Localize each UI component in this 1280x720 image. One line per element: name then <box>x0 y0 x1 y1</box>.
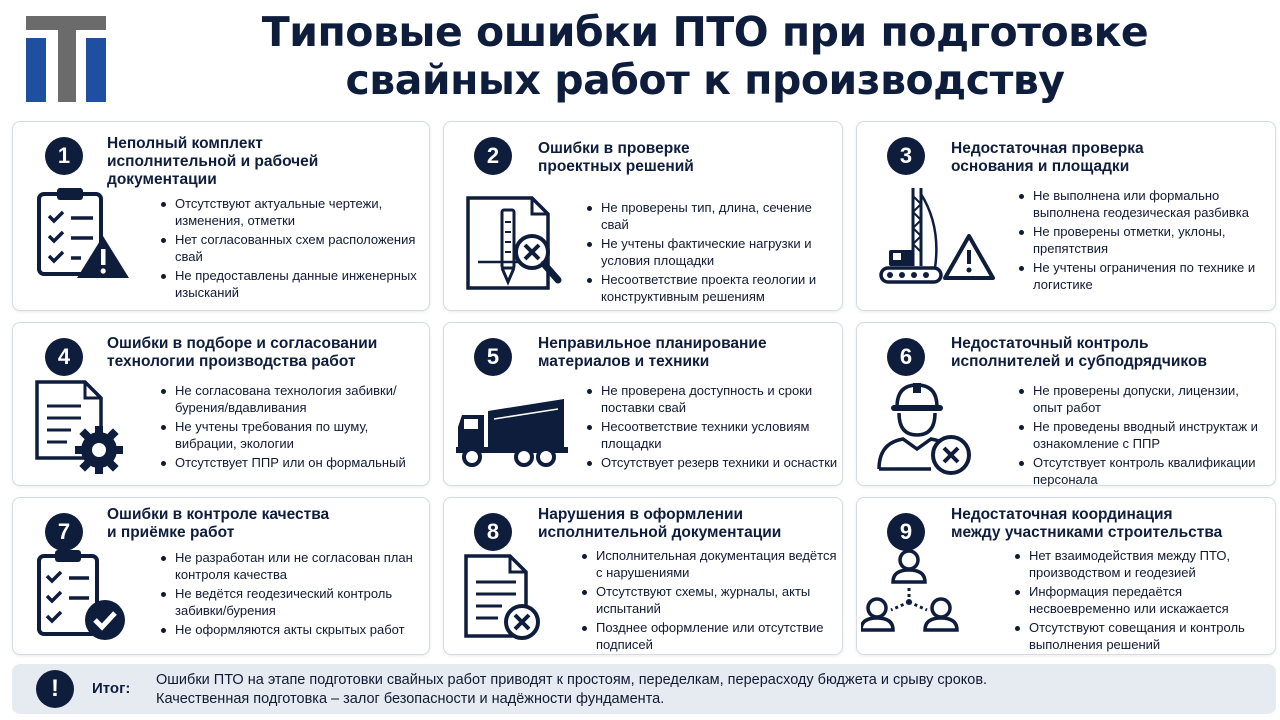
summary-banner <box>12 664 1276 714</box>
clipboard-warning-icon <box>31 186 131 286</box>
exclamation-icon: ! <box>36 670 74 708</box>
bullet-item: Несоответствие проекта геологии и конструктивным решениям <box>585 272 840 305</box>
card-number: 9 <box>887 513 925 551</box>
card-8 <box>443 497 843 655</box>
company-logo <box>26 16 106 102</box>
card-1 <box>12 121 430 311</box>
bullet-item: Не проверена доступность и сроки поставки свай <box>585 383 840 416</box>
card-4 <box>12 322 430 486</box>
pile-driver-warning-icon <box>875 186 995 286</box>
bullet-item: Нет взаимодействия между ПТО, производством и геодезией <box>1013 548 1273 581</box>
card-title: Неполный комплект исполнительной и рабочей документации <box>107 135 319 188</box>
bullet-item: Не учтены фактические нагрузки и условия площадки <box>585 236 840 269</box>
bullet-item: Несоответствие техники условиям площадки <box>585 419 840 452</box>
card-9 <box>856 497 1276 655</box>
bullet-item: Не проверены отметки, уклоны, препятствия <box>1017 224 1267 257</box>
bullet-item: Отсутствуют совещания и контроль выполнения решений <box>1013 620 1273 653</box>
bullet-item: Не проведены вводный инструктаж и ознакомление с ППР <box>1017 419 1272 452</box>
bullet-item: Не выполнена или формально выполнена геодезическая разбивка <box>1017 188 1267 221</box>
summary-text <box>156 671 1256 709</box>
bullet-item: Информация передаётся несвоевременно или искажается <box>1013 584 1273 617</box>
bullet-item: Не предоставлены данные инженерных изысканий <box>159 268 424 301</box>
drawing-magnifier-icon <box>462 192 562 292</box>
card-2 <box>443 121 843 311</box>
card-number: 2 <box>474 137 512 175</box>
bullet-item: Не согласована технология забивки/ бурения/вдавливания <box>159 383 424 416</box>
bullet-item: Отсутствует контроль квалификации персонала <box>1017 455 1272 488</box>
card-7 <box>12 497 430 655</box>
bullet-item: Не ведётся геодезический контроль забивки/бурения <box>159 586 424 619</box>
bullet-item: Отсутствует ППР или он формальный <box>159 455 424 472</box>
card-number: 5 <box>474 338 512 376</box>
bullet-item: Отсутствует резерв техники и оснастки <box>585 455 840 472</box>
bullet-item: Нет согласованных схем расположения свай <box>159 232 424 265</box>
card-3 <box>856 121 1276 311</box>
page-title-line1: Типовые ошибки ПТО при подготовке <box>261 8 1149 56</box>
page-title-line2: свайных работ к производству <box>345 56 1065 104</box>
people-network-icon <box>861 548 961 648</box>
card-title: Ошибки в проверке проектных решений <box>538 140 694 175</box>
card-number: 8 <box>474 513 512 551</box>
card-5 <box>443 322 843 486</box>
document-gear-icon <box>31 378 131 478</box>
card-title: Недостаточная координация между участниками строительства <box>951 506 1223 541</box>
card-number: 3 <box>887 137 925 175</box>
card-number: 1 <box>45 137 83 175</box>
card-title: Ошибки в подборе и согласовании технологии производства работ <box>107 335 378 370</box>
card-title: Недостаточная проверка основания и площадки <box>951 140 1144 175</box>
bullet-item: Не проверены допуски, лицензии, опыт работ <box>1017 383 1272 416</box>
summary-line2: Качественная подготовка – залог безопасности и надёжности фундамента. <box>156 691 665 707</box>
bullet-item: Не учтены ограничения по технике и логистике <box>1017 260 1267 293</box>
card-title: Недостаточный контроль исполнителей и субподрядчиков <box>951 335 1207 370</box>
clipboard-check-icon <box>31 548 131 648</box>
card-number: 4 <box>45 338 83 376</box>
worker-cross-icon <box>875 377 975 477</box>
card-number: 7 <box>45 513 83 551</box>
bullet-item: Не проверены тип, длина, сечение свай <box>585 200 840 233</box>
summary-line1: Ошибки ПТО на этапе подготовки свайных работ приводят к простоям, переделкам, перерасходу бюджета и срыву сроков. <box>156 672 988 688</box>
card-number: 6 <box>887 338 925 376</box>
card-title: Неправильное планирование материалов и техники <box>538 335 767 370</box>
bullet-item: Отсутствуют схемы, журналы, акты испытаний <box>580 584 840 617</box>
summary-label: Итог: <box>92 680 131 697</box>
page-title <box>160 8 1250 104</box>
bullet-item: Не разработан или не согласован план контроля качества <box>159 550 424 583</box>
card-6 <box>856 322 1276 486</box>
bullet-item: Не учтены требования по шуму, вибрации, экологии <box>159 419 424 452</box>
bullet-item: Отсутствуют актуальные чертежи, изменения, отметки <box>159 196 424 229</box>
document-cross-icon <box>462 552 562 652</box>
truck-icon <box>454 383 574 483</box>
bullet-item: Исполнительная документация ведётся с нарушениями <box>580 548 840 581</box>
bullet-item: Не оформляются акты скрытых работ <box>159 622 424 639</box>
card-title: Нарушения в оформлении исполнительной документации <box>538 506 782 541</box>
bullet-item: Позднее оформление или отсутствие подписей <box>580 620 840 653</box>
card-title: Ошибки в контроле качества и приёмке работ <box>107 506 330 541</box>
